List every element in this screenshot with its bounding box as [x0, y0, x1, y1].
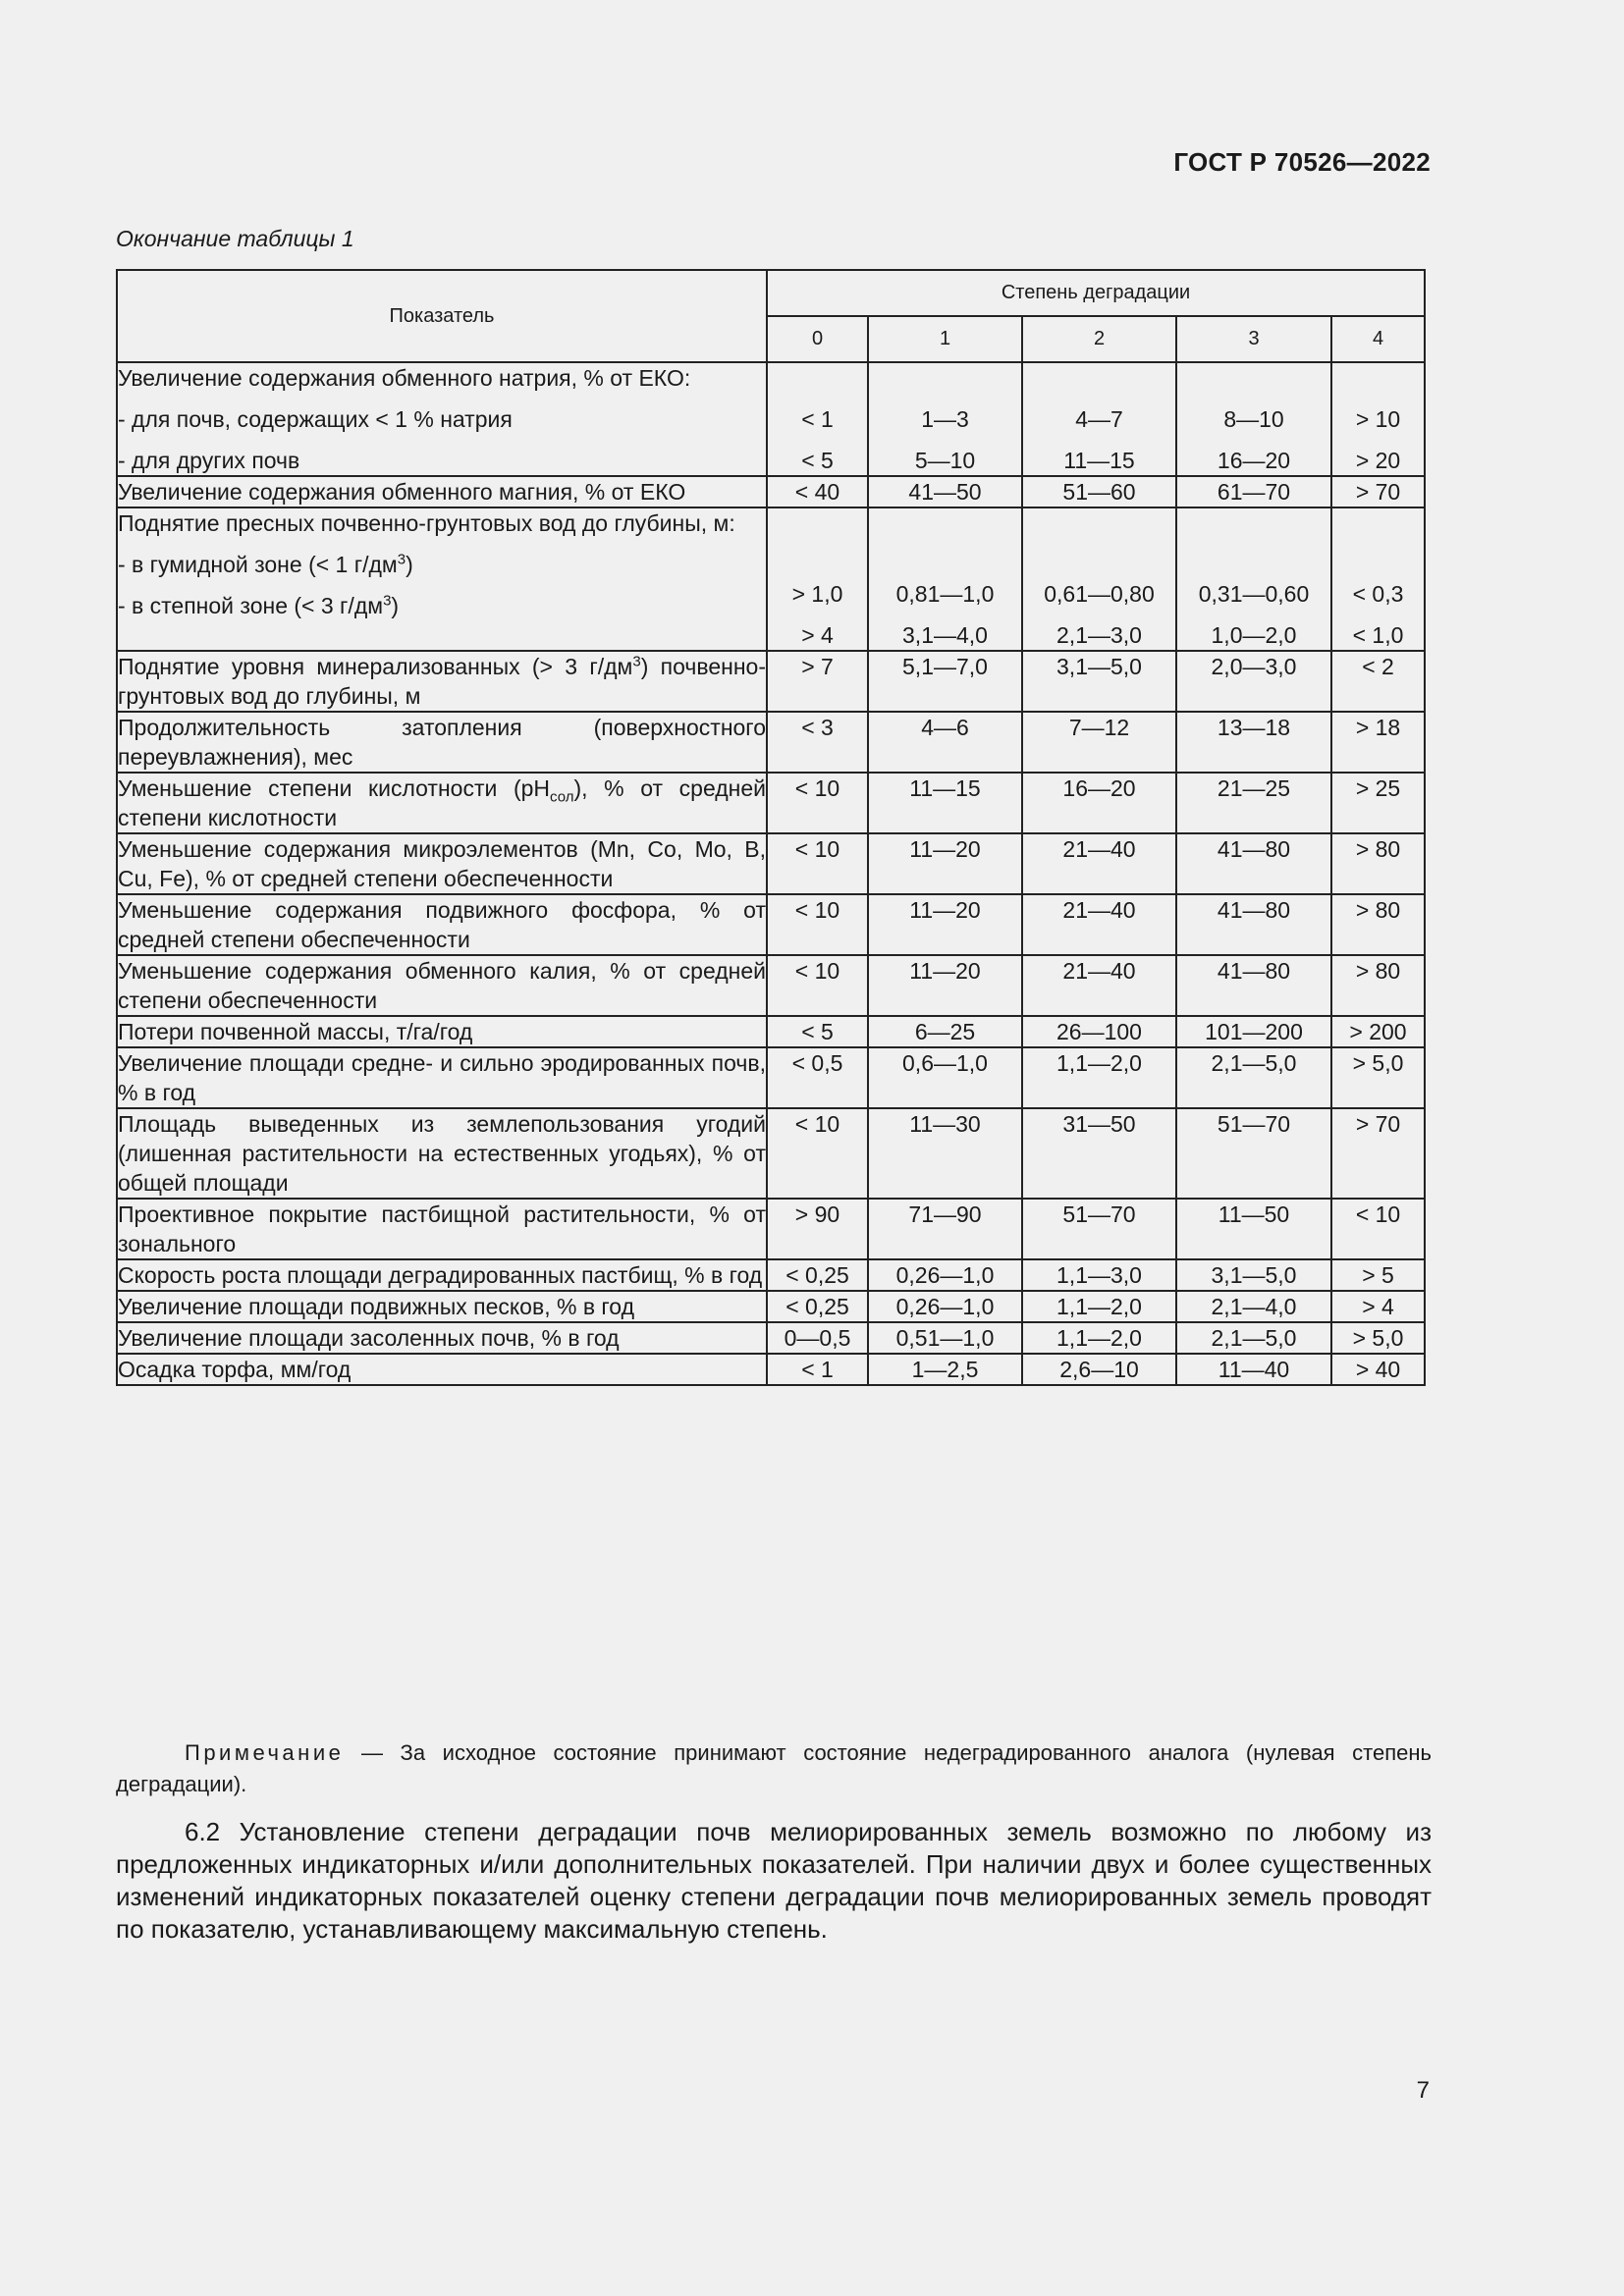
value-cell: < 0,25 — [767, 1259, 868, 1291]
value-cell: 0—0,5 — [767, 1322, 868, 1354]
table-row — [117, 1322, 1425, 1354]
indicator-cell — [117, 362, 767, 476]
table-row — [117, 1108, 1425, 1199]
indicator-header: Показатель — [117, 270, 767, 362]
value-cell: 2,1—5,0 — [1176, 1047, 1331, 1108]
value-cell: 2,1—5,0 — [1176, 1322, 1331, 1354]
note-text: — За исходное состояние принимают состояние недеградированного аналога (нулевая степень деградации). — [116, 1740, 1432, 1796]
table-row — [117, 894, 1425, 955]
value-cell: 2,6—10 — [1022, 1354, 1176, 1385]
indicator-cell: Скорость роста площади деградированных пастбищ, % в год — [117, 1259, 767, 1291]
value-cell: > 5,0 — [1331, 1322, 1425, 1354]
value-cell: > 70 — [1331, 1108, 1425, 1199]
page-number: 7 — [1416, 2077, 1430, 2104]
degradation-table — [116, 269, 1426, 1386]
value-cell: 41—80 — [1176, 833, 1331, 894]
value-cell: > 70 — [1331, 476, 1425, 507]
value-cell: < 0,5 — [767, 1047, 868, 1108]
value-cell: 51—70 — [1022, 1199, 1176, 1259]
value-cell: > 90 — [767, 1199, 868, 1259]
paragraph-6-2: 6.2 Установление степени деградации почв мелиорированных земель возможно по любому из предложенных индикаторных и/или дополнительных показателей. При наличии двух и более существенных изменений индикаторных показателей оценку степени деградации почв мелиорированных земель проводят по показателю, устанавливающему максимальную степень. — [116, 1817, 1432, 1944]
sub-indicator-label: - для других почв — [118, 448, 300, 473]
value-cell: > 18 — [1331, 712, 1425, 773]
value-cell: 1,1—2,0 — [1022, 1047, 1176, 1108]
value-cell: > 5 — [1331, 1259, 1425, 1291]
indicator-cell — [117, 507, 767, 651]
value-cell: < 10 — [767, 833, 868, 894]
value-cell: 21—40 — [1022, 833, 1176, 894]
value-cell: < 2 — [1331, 651, 1425, 712]
value-cell: < 10 — [767, 955, 868, 1016]
value-cell: < 10 — [767, 1108, 868, 1199]
value-cell: < 10 — [767, 894, 868, 955]
indicator-cell: Потери почвенной массы, т/га/год — [117, 1016, 767, 1047]
degree-col-3: 3 — [1176, 316, 1331, 362]
value-cell: > 7 — [767, 651, 868, 712]
value-cell: 4—7 11—15 — [1022, 362, 1176, 476]
value-cell: 3,1—5,0 — [1022, 651, 1176, 712]
value-cell: 101—200 — [1176, 1016, 1331, 1047]
table-row — [117, 833, 1425, 894]
table-row — [117, 712, 1425, 773]
indicator-cell: Уменьшение содержания микроэлементов (Mn, Co, Mo, B, Cu, Fe), % от средней степени обеспеченности — [117, 833, 767, 894]
value-cell: < 0,3 < 1,0 — [1331, 507, 1425, 651]
value-cell: 1—3 5—10 — [868, 362, 1022, 476]
value-cell: 1,1—3,0 — [1022, 1259, 1176, 1291]
value-cell: 0,26—1,0 — [868, 1259, 1022, 1291]
value-cell: 1,1—2,0 — [1022, 1291, 1176, 1322]
value-cell: > 10 > 20 — [1331, 362, 1425, 476]
table-row — [117, 476, 1425, 507]
table-row — [117, 362, 1425, 476]
sub-indicator-label: - для почв, содержащих < 1 % натрия — [118, 406, 513, 432]
value-cell: 8—10 16—20 — [1176, 362, 1331, 476]
value-cell: 41—80 — [1176, 955, 1331, 1016]
value-cell: < 0,25 — [767, 1291, 868, 1322]
value-cell: 4—6 — [868, 712, 1022, 773]
indicator-title: Поднятие пресных почвенно-грунтовых вод до глубины, м: — [118, 510, 735, 536]
value-cell: 11—40 — [1176, 1354, 1331, 1385]
value-cell: 0,51—1,0 — [868, 1322, 1022, 1354]
degree-col-0: 0 — [767, 316, 868, 362]
value-cell: 2,1—4,0 — [1176, 1291, 1331, 1322]
sub-indicator-label: - в степной зоне (< 3 $г/дм^3$) — [118, 592, 400, 618]
indicator-cell: Продолжительность затопления (поверхностного переувлажнения), мес — [117, 712, 767, 773]
degree-col-1: 1 — [868, 316, 1022, 362]
value-cell: 0,61—0,80 2,1—3,0 — [1022, 507, 1176, 651]
indicator-cell: Увеличение площади подвижных песков, % в год — [117, 1291, 767, 1322]
value-cell: 41—50 — [868, 476, 1022, 507]
value-cell: 41—80 — [1176, 894, 1331, 955]
value-cell: 11—30 — [868, 1108, 1022, 1199]
value-cell: 71—90 — [868, 1199, 1022, 1259]
value-cell: 0,26—1,0 — [868, 1291, 1022, 1322]
value-cell: > 5,0 — [1331, 1047, 1425, 1108]
table-row — [117, 1291, 1425, 1322]
value-cell: 7—12 — [1022, 712, 1176, 773]
value-cell: > 4 — [1331, 1291, 1425, 1322]
value-cell: 11—50 — [1176, 1199, 1331, 1259]
indicator-cell: Уменьшение содержания подвижного фосфора, % от средней степени обеспеченности — [117, 894, 767, 955]
degree-col-4: 4 — [1331, 316, 1425, 362]
indicator-cell: Увеличение содержания обменного магния, % от ЕКО — [117, 476, 767, 507]
value-cell: > 80 — [1331, 833, 1425, 894]
indicator-cell: Поднятие уровня минерализованных (> 3 $г/дм^3$) почвенно-грунтовых вод до глубины, м — [117, 651, 767, 712]
value-cell: > 40 — [1331, 1354, 1425, 1385]
indicator-cell: Увеличение площади засоленных почв, % в год — [117, 1322, 767, 1354]
value-cell: 26—100 — [1022, 1016, 1176, 1047]
table-row — [117, 1354, 1425, 1385]
table-note — [116, 1737, 1432, 1800]
value-cell: < 3 — [767, 712, 868, 773]
value-cell: 6—25 — [868, 1016, 1022, 1047]
value-cell: 31—50 — [1022, 1108, 1176, 1199]
value-cell: < 10 — [1331, 1199, 1425, 1259]
value-cell: < 1 < 5 — [767, 362, 868, 476]
value-cell: < 10 — [767, 773, 868, 833]
table-row — [117, 1016, 1425, 1047]
value-cell: 1,1—2,0 — [1022, 1322, 1176, 1354]
value-cell: > 80 — [1331, 894, 1425, 955]
table-caption: Окончание таблицы 1 — [116, 226, 354, 251]
table-row — [117, 651, 1425, 712]
indicator-cell: Осадка торфа, мм/год — [117, 1354, 767, 1385]
value-cell: 0,31—0,60 1,0—2,0 — [1176, 507, 1331, 651]
sub-indicator-label: - в гумидной зоне (< 1 $г/дм^3$) — [118, 551, 413, 577]
value-cell: 61—70 — [1176, 476, 1331, 507]
value-cell: 51—70 — [1176, 1108, 1331, 1199]
value-cell: 1—2,5 — [868, 1354, 1022, 1385]
value-cell: 11—15 — [868, 773, 1022, 833]
value-cell: 11—20 — [868, 894, 1022, 955]
table-row — [117, 1259, 1425, 1291]
value-cell: 21—40 — [1022, 955, 1176, 1016]
value-cell: 0,6—1,0 — [868, 1047, 1022, 1108]
value-cell: 11—20 — [868, 955, 1022, 1016]
value-cell: 11—20 — [868, 833, 1022, 894]
value-cell: > 1,0 > 4 — [767, 507, 868, 651]
indicator-cell: Уменьшение содержания обменного калия, % от средней степени обеспеченности — [117, 955, 767, 1016]
indicator-cell: Проективное покрытие пастбищной растительности, % от зонального — [117, 1199, 767, 1259]
value-cell: < 40 — [767, 476, 868, 507]
value-cell: 3,1—5,0 — [1176, 1259, 1331, 1291]
value-cell: < 1 — [767, 1354, 868, 1385]
degree-col-2: 2 — [1022, 316, 1176, 362]
table-row — [117, 1047, 1425, 1108]
indicator-title: Увеличение содержания обменного натрия, % от ЕКО: — [118, 365, 691, 391]
value-cell: 21—25 — [1176, 773, 1331, 833]
table-row — [117, 955, 1425, 1016]
degree-header: Степень деградации — [767, 270, 1425, 316]
value-cell: 16—20 — [1022, 773, 1176, 833]
value-cell: 5,1—7,0 — [868, 651, 1022, 712]
value-cell: 13—18 — [1176, 712, 1331, 773]
note-label: Примечание — [185, 1740, 345, 1765]
indicator-cell: Увеличение площади средне- и сильно эродированных почв, % в год — [117, 1047, 767, 1108]
value-cell: 51—60 — [1022, 476, 1176, 507]
indicator-cell: Уменьшение степени кислотности $(pH_{сол})$, % от средней степени кислотности — [117, 773, 767, 833]
table-row — [117, 507, 1425, 651]
document-code: ГОСТ Р 70526—2022 — [1173, 147, 1431, 177]
value-cell: 0,81—1,0 3,1—4,0 — [868, 507, 1022, 651]
value-cell: < 5 — [767, 1016, 868, 1047]
value-cell: 2,0—3,0 — [1176, 651, 1331, 712]
table-row — [117, 1199, 1425, 1259]
value-cell: > 80 — [1331, 955, 1425, 1016]
value-cell: > 25 — [1331, 773, 1425, 833]
table-row — [117, 773, 1425, 833]
value-cell: 21—40 — [1022, 894, 1176, 955]
value-cell: > 200 — [1331, 1016, 1425, 1047]
indicator-cell: Площадь выведенных из землепользования угодий (лишенная растительности на естественных угодьях), % от общей площади — [117, 1108, 767, 1199]
